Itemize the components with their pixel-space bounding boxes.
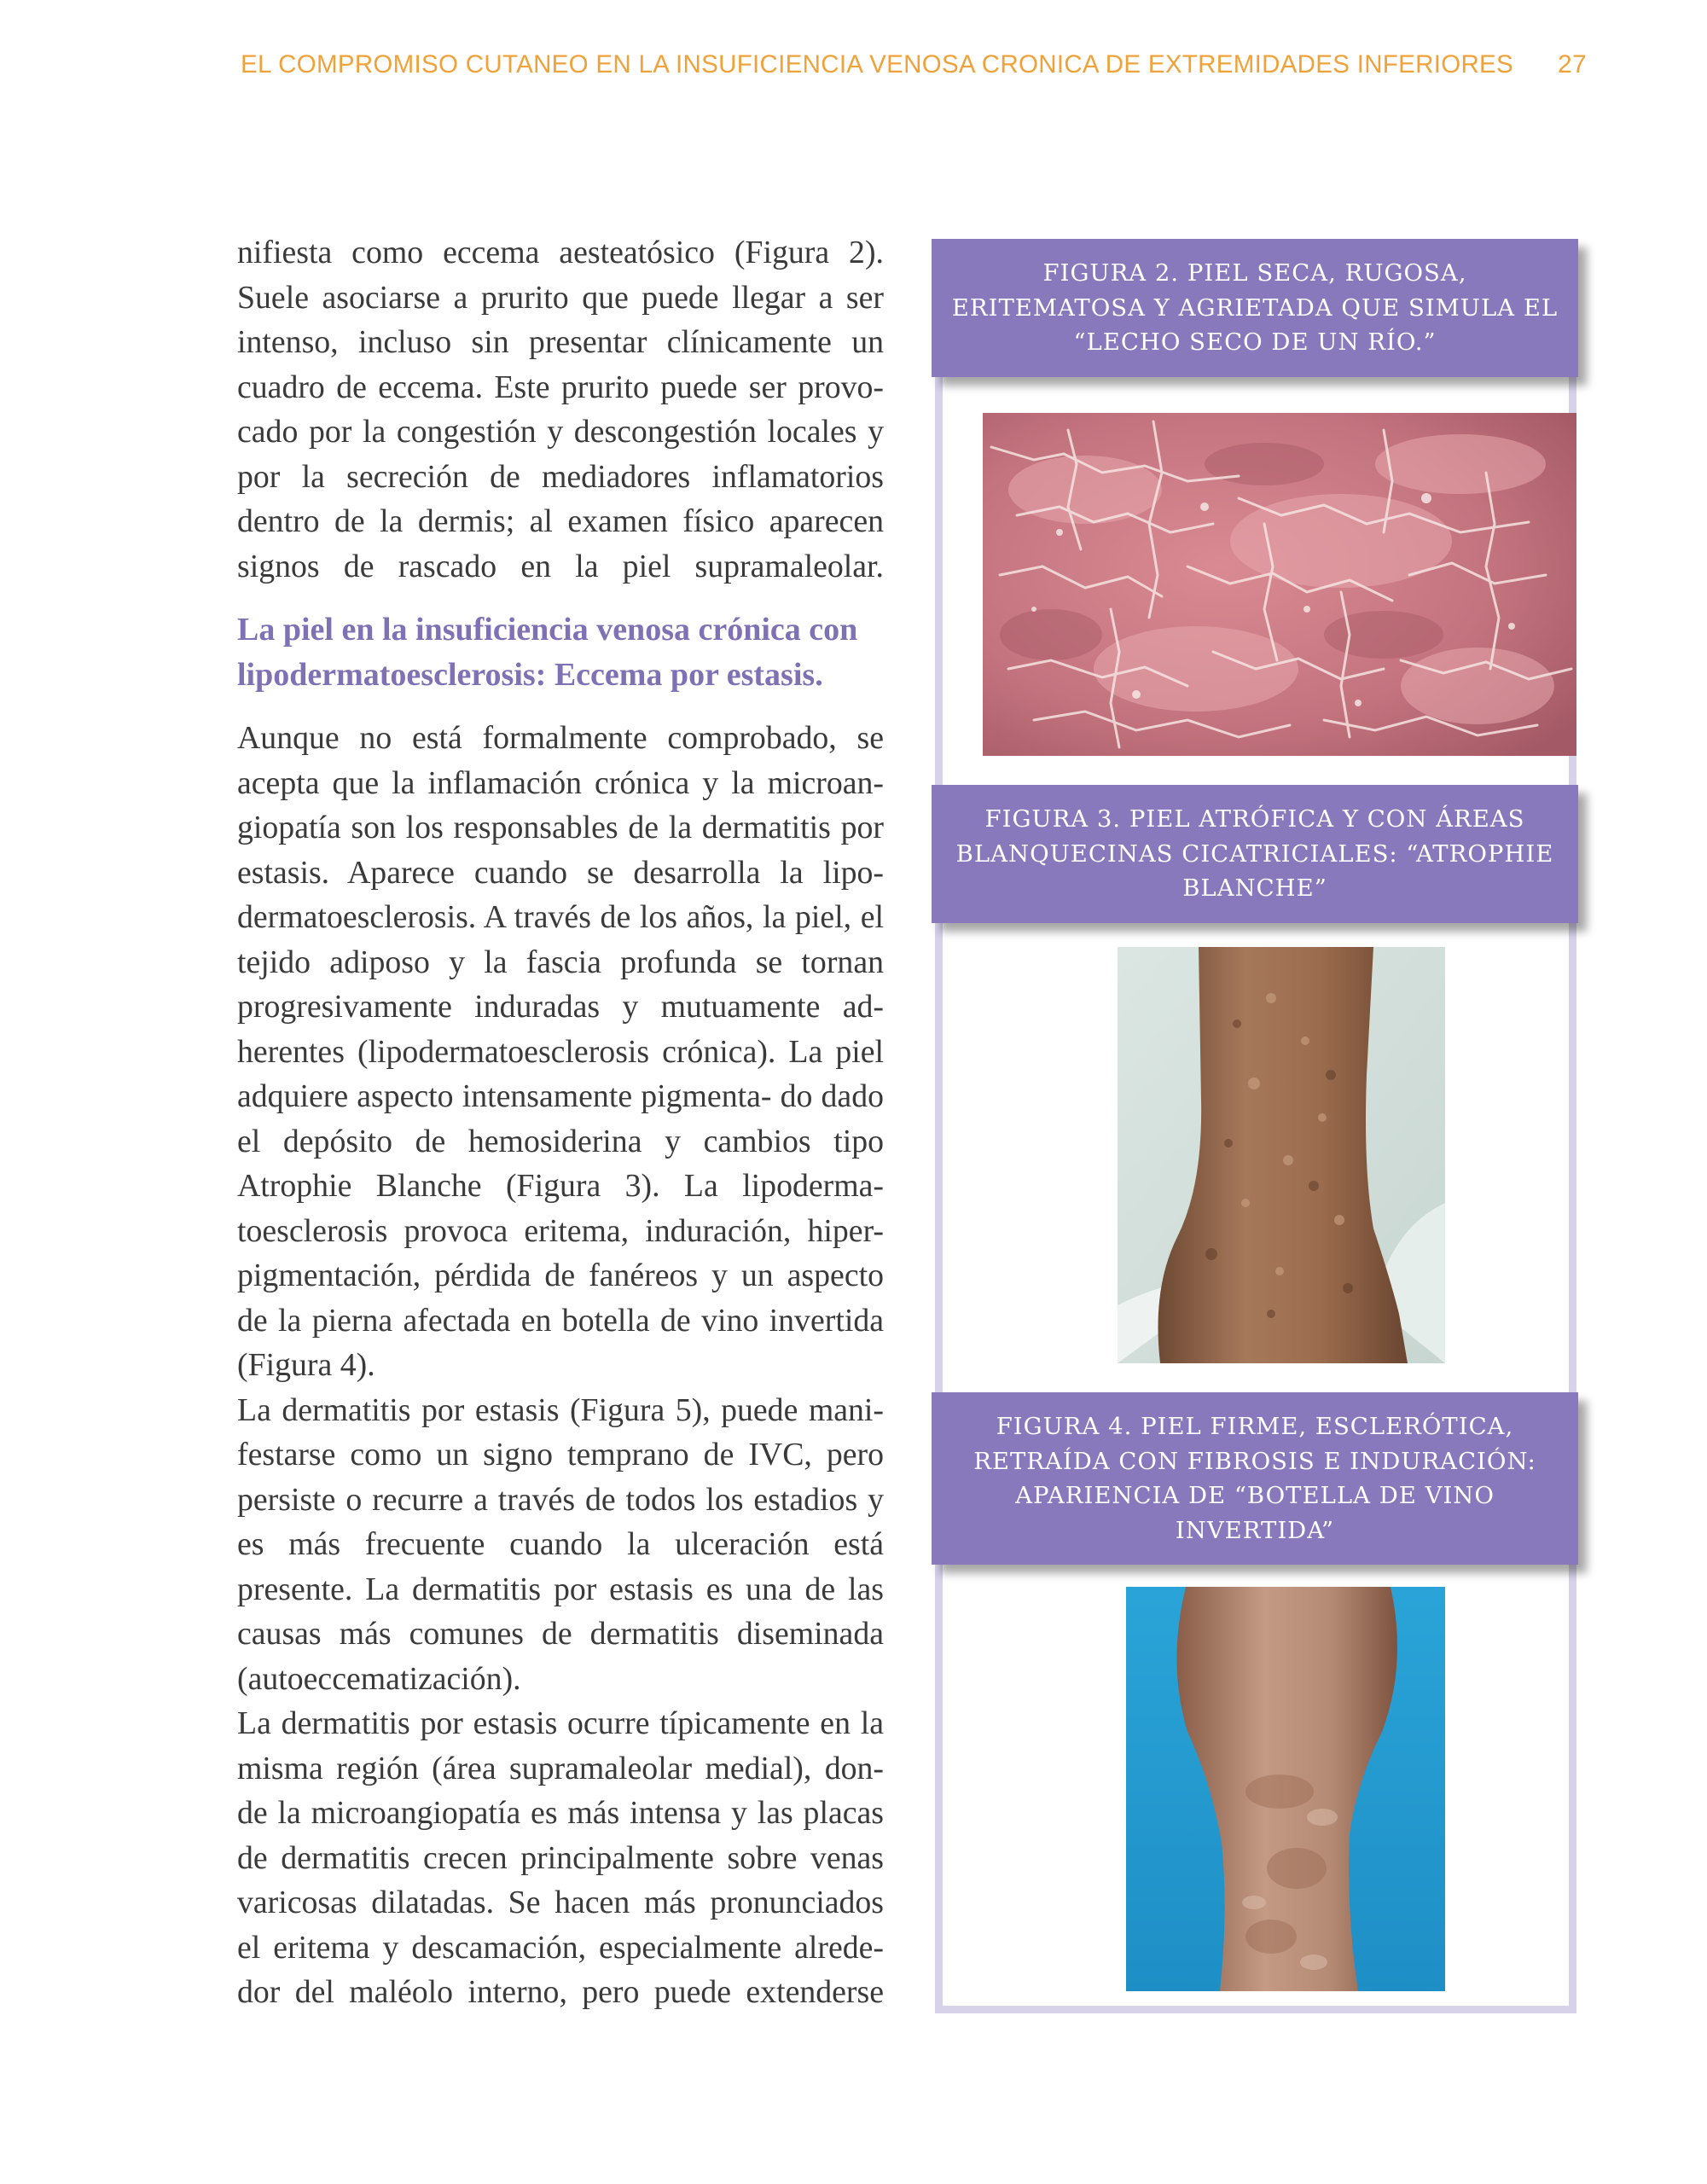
text-line: progresivamente induradas y mutuamente ad- <box>237 989 884 1025</box>
text-line: el tejido adiposo y la fascia profunda se tornan <box>237 899 884 980</box>
text-line: por estasis. Aparece cuando se desarrolla la lipo- <box>237 810 884 891</box>
text-line: tipo Atrophie Blanche (Figura 3). La lipoderma- <box>237 1123 885 1204</box>
figure-3-caption <box>932 785 1578 923</box>
caption-line: BLANCHE” <box>1182 874 1327 903</box>
text-line: pigmentación, pérdida de fanéreos y un aspecto <box>237 1258 884 1293</box>
text-line: intenso, incluso sin presentar clínicamente un <box>237 324 884 360</box>
text-line: La dermatitis por estasis ocurre típicamente en la <box>237 1705 884 1741</box>
caption-line: RETRAÍDA CON FIBROSIS E INDURACIÓN: <box>973 1447 1536 1475</box>
figure-2-caption <box>932 239 1578 377</box>
running-header <box>241 48 1587 82</box>
paragraph-eccema-aesteatosico <box>237 230 884 589</box>
text-line: (Figura 4). <box>237 1347 375 1383</box>
heading-line: lipodermatoesclerosis: Eccema por estasis. <box>237 656 823 693</box>
text-line: causas más comunes de dermatitis diseminada <box>237 1616 884 1652</box>
caption-line: FIGURA 4. PIEL FIRME, ESCLERÓTICA, <box>996 1413 1514 1440</box>
caption-line: BLANQUECINAS CICATRICIALES: “ATROPHIE <box>955 839 1554 868</box>
figure-2-image <box>983 413 1576 756</box>
text-line: dermatoesclerosis. A través de los años, la piel, <box>237 899 852 935</box>
text-line: herentes (lipodermatoesclerosis crónica). La <box>237 1033 823 1070</box>
text-line: Aunque no está formalmente comprobado, se <box>237 720 884 756</box>
text-line: (autoeccematización). <box>237 1660 521 1697</box>
caption-line: FIGURA 3. PIEL ATRÓFICA Y CON ÁREAS <box>984 805 1525 834</box>
figure-4-image <box>1126 1587 1445 1991</box>
text-line: de la pierna afectada en botella de vino invertida <box>237 1302 884 1339</box>
section-heading <box>237 607 884 697</box>
text-line: signos de rascado en la piel supramaleolar. <box>237 548 884 584</box>
text-line: cuadro de eccema. Este prurito puede ser provo- <box>237 369 884 405</box>
caption-line: FIGURA 2. PIEL SECA, RUGOSA, <box>1042 259 1467 288</box>
running-title: EL COMPROMISO CUTANEO EN LA INSUFICIENCIA VENOSA CRONICA DE EXTREMIDADES INFERIORES <box>241 50 1514 78</box>
text-line: y es más frecuente cuando la ulceración está <box>237 1481 884 1562</box>
text-line: persiste o recurre a través de todos los estadios <box>237 1481 858 1518</box>
text-line: acepta que la inflamación crónica y la microan- <box>237 764 884 801</box>
text-line: dor del maléolo interno, pero puede extenderse <box>237 1974 884 2010</box>
text-line: Suele asociarse a prurito que puede llegar a ser <box>237 279 884 316</box>
text-line: nifiesta como eccema aesteatósico (Figura 2). <box>237 235 884 270</box>
figure-3-image <box>1118 947 1445 1363</box>
text-line: de dermatitis crecen principalmente sobre venas <box>237 1839 884 1876</box>
caption-line: “LECHO SECO DE UN RÍO.” <box>1073 328 1437 357</box>
paragraph-dermatitis-estasis <box>237 1388 884 1702</box>
text-line: dentro de la dermis; al examen físico aparecen <box>237 503 884 539</box>
text-line: La dermatitis por estasis (Figura 5), puede mani- <box>237 1391 884 1428</box>
text-line: piel adquiere aspecto intensamente pigmenta- <box>237 1033 884 1114</box>
figure-4-caption <box>932 1392 1578 1565</box>
text-line: el eritema y descamación, especialmente alrede- <box>237 1929 884 1966</box>
paragraph-region-supramaleolar <box>237 1701 884 2015</box>
text-line: do dado el depósito de hemosiderina y cambios <box>237 1078 884 1159</box>
text-line: de la microangiopatía es más intensa y las placas <box>237 1795 884 1831</box>
page-number: 27 <box>1558 50 1587 78</box>
text-line: cado por la congestión y descongestión locales <box>237 414 857 450</box>
text-line: giopatía son los responsables de la dermatitis <box>237 810 831 845</box>
text-line: toesclerosis provoca eritema, induración, hiper- <box>237 1212 884 1249</box>
body-text-column <box>237 230 884 2015</box>
caption-line: INVERTIDA” <box>1175 1516 1335 1544</box>
caption-line: ERITEMATOSA Y AGRIETADA QUE SIMULA EL <box>951 293 1559 322</box>
paragraph-lipodermatoesclerosis <box>237 716 884 1388</box>
text-line: presente. La dermatitis por estasis es una de las <box>237 1571 884 1607</box>
text-line: festarse como un signo temprano de IVC, pero <box>237 1437 884 1472</box>
heading-line: La piel en la insuficiencia venosa crónica con <box>237 612 858 648</box>
caption-line: APARIENCIA DE “BOTELLA DE VINO <box>1015 1482 1495 1509</box>
text-line: varicosas dilatadas. Se hacen más pronunciados <box>237 1885 884 1920</box>
text-line: y por la secreción de mediadores inflamatorios <box>237 414 884 495</box>
text-line: misma región (área supramaleolar medial), don- <box>237 1750 884 1786</box>
